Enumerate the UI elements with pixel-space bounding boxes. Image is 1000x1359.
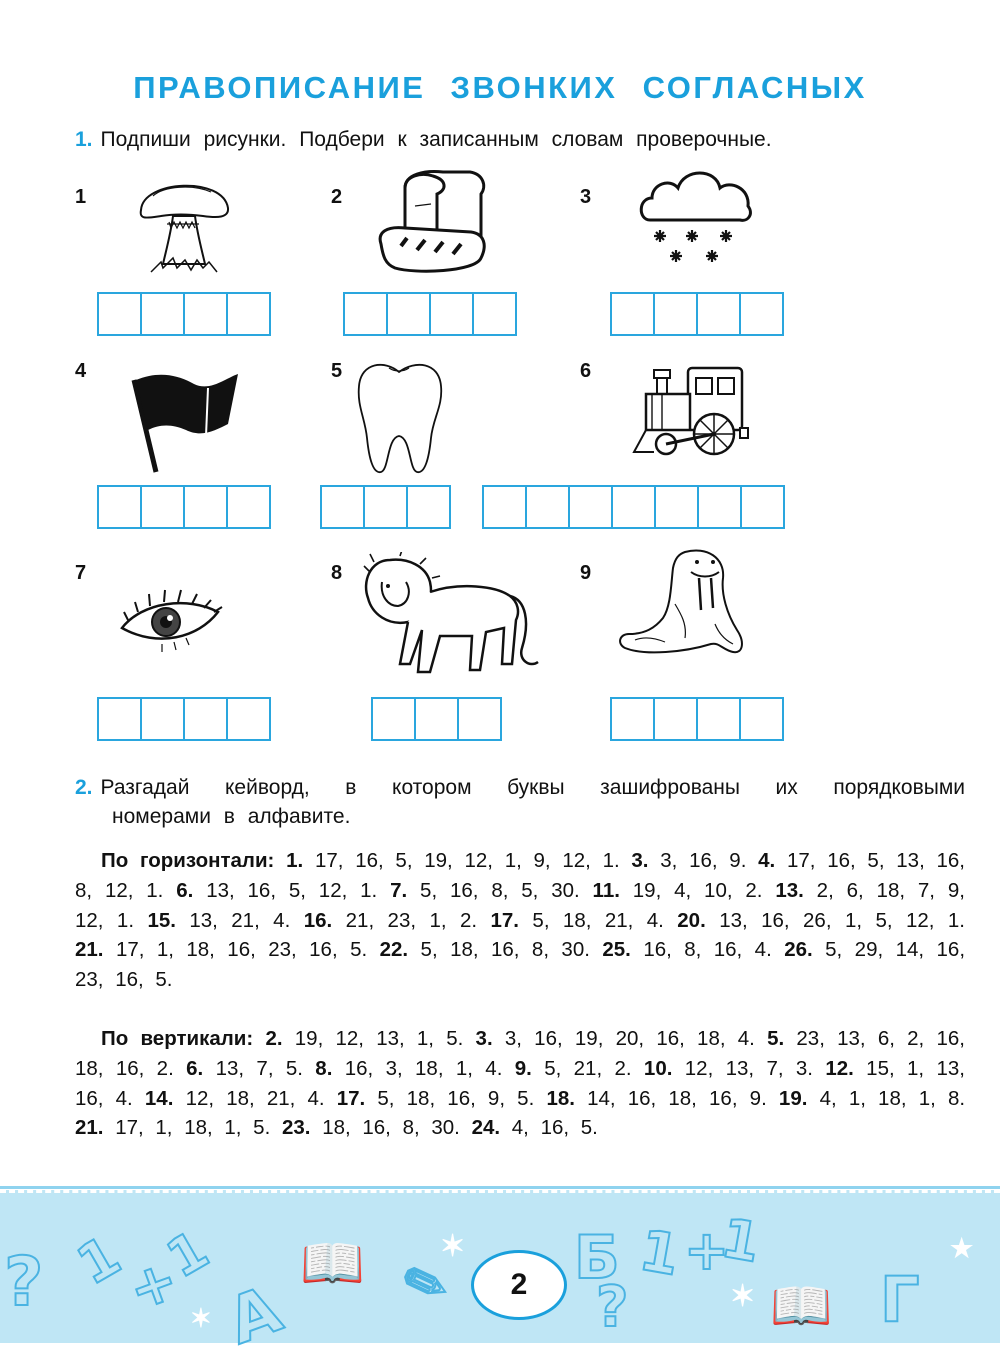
clue-values: 17, 1, 18, 1, 5. [115, 1116, 271, 1140]
clue-values: 4, 1, 18, 1, 8. [819, 1086, 966, 1110]
clue-values: 13, 21, 4. [189, 908, 291, 932]
clue-number: 26. [784, 938, 813, 962]
clue-values: 14, 16, 18, 16, 9. [587, 1086, 767, 1110]
letter-b-icon: Б [574, 1223, 620, 1293]
answer-cell[interactable] [653, 292, 698, 336]
snow-cloud-icon [638, 164, 754, 270]
clue-values: 5, 29, 14, 16, 23, 16, 5. [75, 938, 966, 992]
clue-number: 1. [286, 849, 304, 872]
star-icon: ✶ [440, 1230, 466, 1263]
clue-values: 19, 12, 13, 1, 5. [294, 1027, 464, 1050]
clue-values: 23, 13, 6, 2, 16, 18, 16, 2. [75, 1027, 965, 1080]
clue-values: 16, 8, 16, 4. [643, 938, 772, 962]
picture-number-8: 8 [331, 562, 343, 584]
clue-number: 15. [147, 908, 176, 932]
numeral-one-icon: 1 [157, 1219, 219, 1291]
bread-icon [375, 166, 490, 278]
clue-values: 13, 7, 5. [215, 1056, 303, 1080]
answer-cell[interactable] [653, 697, 698, 741]
answer-cells-2[interactable] [343, 292, 515, 336]
clue-values: 5, 16, 8, 5, 30. [420, 878, 580, 902]
answer-cell[interactable] [472, 292, 517, 336]
vertical-label: По вертикали: [101, 1027, 254, 1050]
answer-cell[interactable] [320, 485, 365, 529]
eye-icon [118, 588, 224, 656]
clue-number: 17. [490, 908, 519, 932]
answer-cell[interactable] [697, 485, 742, 529]
task2-line2: номерами в алфавите. [112, 805, 351, 828]
star-icon: ★ [950, 1233, 974, 1263]
answer-cell[interactable] [343, 292, 388, 336]
answer-cell[interactable] [739, 697, 784, 741]
clue-number: 6. [186, 1056, 204, 1080]
clue-number: 24. [471, 1116, 501, 1140]
answer-cell[interactable] [183, 697, 228, 741]
answer-cell[interactable] [611, 485, 656, 529]
clue-number: 16. [303, 908, 333, 932]
clue-values: 3, 16, 9. [660, 849, 747, 872]
star-icon: ✶ [730, 1280, 756, 1313]
answer-cells-1[interactable] [97, 292, 269, 336]
answer-cell[interactable] [696, 697, 741, 741]
lion-icon [360, 552, 544, 680]
picture-number-4: 4 [75, 360, 87, 382]
clue-number: 20. [677, 908, 706, 932]
answer-cells-4[interactable] [97, 485, 269, 529]
picture-number-7: 7 [75, 562, 87, 584]
answer-cell[interactable] [226, 697, 271, 741]
clue-number: 7. [390, 878, 408, 902]
clue-number: 22. [379, 938, 409, 962]
clue-values: 12, 13, 7, 3. [684, 1056, 813, 1080]
clue-values: 17, 16, 5, 13, 16, 8, 12, 1. [75, 849, 965, 902]
picture-number-1: 1 [75, 186, 87, 208]
clue-values: 13, 16, 5, 12, 1. [206, 878, 378, 902]
answer-cell[interactable] [696, 292, 741, 336]
answer-cell[interactable] [610, 292, 655, 336]
answer-cell[interactable] [97, 292, 142, 336]
clue-values: 13, 16, 26, 1, 5, 12, 1. [719, 908, 965, 932]
clue-number: 10. [643, 1056, 673, 1080]
book-icon: 📖 [300, 1234, 365, 1294]
answer-cell[interactable] [482, 485, 527, 529]
answer-cells-7[interactable] [97, 697, 269, 741]
clue-number: 5. [767, 1027, 785, 1050]
page-number: 2 [471, 1250, 567, 1320]
answer-cell[interactable] [140, 292, 185, 336]
clue-number: 2. [265, 1027, 283, 1050]
answer-cell[interactable] [654, 485, 699, 529]
answer-cell[interactable] [371, 697, 416, 741]
clue-number: 21. [75, 938, 104, 962]
plus-icon: + [120, 1246, 187, 1325]
answer-cell[interactable] [97, 697, 142, 741]
clue-values: 21, 23, 1, 2. [345, 908, 478, 932]
answer-cell[interactable] [739, 292, 784, 336]
answer-cells-9[interactable] [610, 697, 782, 741]
star-icon: ✶ [190, 1303, 212, 1333]
picture-number-5: 5 [331, 360, 343, 382]
clue-values: 19, 4, 10, 2. [632, 878, 763, 902]
clue-number: 8. [315, 1056, 333, 1080]
walrus-icon [615, 544, 749, 664]
horizontal-clues [75, 846, 965, 995]
clue-values: 5, 18, 16, 9, 5. [377, 1086, 535, 1110]
flag-icon [130, 368, 242, 474]
task2-line1: Разгадай кейворд, в котором буквы зашифрованы их порядковыми [100, 776, 965, 799]
clue-values: 3, 16, 19, 20, 16, 18, 4. [504, 1027, 755, 1050]
horizontal-label: По горизонтали: [101, 849, 275, 872]
answer-cells-8[interactable] [371, 697, 500, 741]
task1-number: 1. [75, 128, 93, 151]
clue-values: 4, 16, 5. [511, 1116, 598, 1140]
clue-number: 18. [546, 1086, 575, 1110]
task1-heading [75, 128, 772, 152]
task2-heading [75, 776, 965, 800]
clue-values: 15, 1, 13, 16, 4. [75, 1056, 965, 1110]
picture-number-2: 2 [331, 186, 343, 208]
numeral-one-icon: 1 [66, 1223, 131, 1298]
clue-values: 5, 18, 16, 8, 30. [420, 938, 590, 962]
clue-number: 11. [592, 878, 620, 902]
question-mark-icon: ? [596, 1275, 629, 1340]
answer-cell[interactable] [457, 697, 502, 741]
answer-cell[interactable] [97, 485, 142, 529]
clue-number: 21. [75, 1116, 104, 1140]
book-icon: 📖 [770, 1277, 833, 1335]
picture-number-3: 3 [580, 186, 592, 208]
locomotive-icon [628, 362, 750, 466]
answer-cells-3[interactable] [610, 292, 782, 336]
clue-number: 14. [144, 1086, 174, 1110]
numeral-one-icon: 1 [634, 1218, 685, 1289]
answer-cell[interactable] [140, 697, 185, 741]
answer-cell[interactable] [406, 485, 451, 529]
letter-a-icon: A [218, 1272, 291, 1359]
clue-values: 2, 6, 18, 7, 9, 12, 1. [75, 878, 965, 932]
clue-number: 13. [775, 878, 804, 902]
answer-cell[interactable] [525, 485, 570, 529]
clue-number: 9. [514, 1056, 532, 1080]
answer-cells-5[interactable] [320, 485, 449, 529]
numeral-one-icon: 1 [716, 1206, 765, 1275]
question-mark-icon: ? [4, 1243, 44, 1322]
clue-number: 17. [336, 1086, 366, 1110]
clue-number: 12. [825, 1056, 854, 1080]
clue-values: 17, 1, 18, 16, 23, 16, 5. [115, 938, 368, 962]
clue-number: 6. [176, 878, 194, 902]
answer-cell[interactable] [568, 485, 613, 529]
footer-divider [0, 1186, 1000, 1189]
clue-number: 23. [281, 1116, 311, 1140]
clue-number: 3. [475, 1027, 493, 1050]
page-title: ПРАВОПИСАНИЕ ЗВОНКИХ СОГЛАСНЫХ [133, 70, 867, 105]
answer-cell[interactable] [740, 485, 785, 529]
clue-values: 16, 3, 18, 1, 4. [344, 1056, 503, 1080]
answer-cells-6[interactable] [482, 485, 783, 529]
answer-cell[interactable] [226, 485, 271, 529]
clue-values: 5, 18, 21, 4. [532, 908, 664, 932]
answer-cell[interactable] [610, 697, 655, 741]
answer-cell[interactable] [183, 292, 228, 336]
clue-values: 18, 16, 8, 30. [322, 1116, 460, 1140]
answer-cell[interactable] [363, 485, 408, 529]
tooth-icon [355, 358, 445, 478]
clue-number: 19. [778, 1086, 808, 1110]
picture-number-9: 9 [580, 562, 592, 584]
clue-number: 4. [758, 849, 776, 872]
task2-number: 2. [75, 776, 93, 799]
answer-cell[interactable] [183, 485, 228, 529]
task1-text: Подпиши рисунки. Подбери к записанным словам проверочные. [100, 128, 772, 151]
clue-values: 5, 21, 2. [544, 1056, 632, 1080]
letter-g-icon: Г [880, 1263, 920, 1336]
clue-number: 25. [602, 938, 631, 962]
answer-cell[interactable] [414, 697, 459, 741]
plus-icon: + [684, 1219, 730, 1282]
pencil-icon: ✎ [395, 1249, 457, 1321]
answer-cell[interactable] [140, 485, 185, 529]
clue-values: 17, 16, 5, 19, 12, 1, 9, 12, 1. [314, 849, 620, 872]
clue-number: 3. [631, 849, 649, 872]
answer-cell[interactable] [226, 292, 271, 336]
mushroom-icon [133, 172, 233, 280]
picture-number-6: 6 [580, 360, 592, 382]
clue-values: 12, 18, 21, 4. [185, 1086, 325, 1110]
vertical-clues [75, 1024, 965, 1143]
answer-cell[interactable] [386, 292, 431, 336]
answer-cell[interactable] [429, 292, 474, 336]
